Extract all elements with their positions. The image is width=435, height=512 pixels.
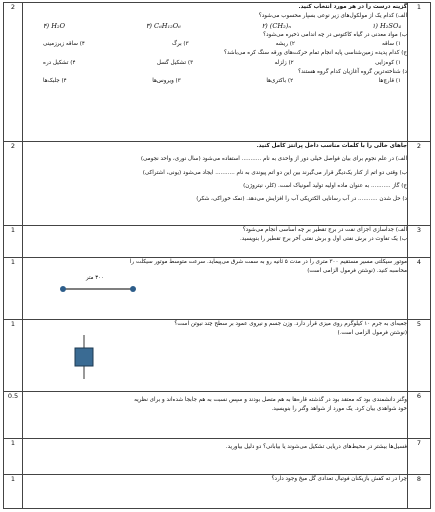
question-number: 2 xyxy=(408,142,431,226)
question-row-7 xyxy=(4,439,431,475)
score-cell: 1 xyxy=(4,439,23,475)
question-line: موتور سیکلتی مسیر مستقیم ۳۰۰ متری را در مدت ۵ ثانیه رو به سمت شرق می‌پیماید. سرعت متوسط موتور سیکلت را xyxy=(129,259,407,265)
exam-table xyxy=(3,2,431,509)
question-number: 8 xyxy=(408,475,431,509)
question-line: محاسبه کنید. (نوشتن فرمول الزامی است) xyxy=(307,268,407,275)
distance-label: ۳۰۰ متر xyxy=(86,274,104,281)
question-line: چرا در ته کفش بازیکنان فوتبال تعدادی گل میخ وجود دارد؟ xyxy=(271,476,407,482)
question-body xyxy=(23,475,408,509)
score-cell: 1 xyxy=(4,258,23,320)
question-row-5 xyxy=(4,320,431,392)
option: ۴) H₂O xyxy=(43,21,66,30)
option: ۲) باکتری‌ها xyxy=(266,78,294,85)
score-cell: 2 xyxy=(4,3,23,142)
score-cell: 1 xyxy=(4,475,23,509)
question-body xyxy=(23,439,408,475)
question-number: 1 xyxy=(408,3,431,142)
option: ۴) تشکیل دره xyxy=(43,59,76,66)
options-row xyxy=(23,40,407,49)
sub-question-stem: الف) کدام یک از مولکول‌های زیر نوعی بسپار محسوب می‌شود؟ xyxy=(258,13,407,20)
fill-blank-line: د) حل شدن ........... در آب رسانایی الکتریکی آب را افزایش می‌دهد. (نمک خوراکی، شکر) xyxy=(196,196,407,203)
sub-question-stem: ج) کدام پدیده زمین‌شناسی پایه انجام تمام حرکت‌های ورقه سنگ کره می‌باشد؟ xyxy=(223,50,407,57)
options-row xyxy=(23,59,407,68)
question-number: 5 xyxy=(408,320,431,392)
option: ۴) ساقه زیرزمینی xyxy=(43,41,85,48)
question-number: 4 xyxy=(408,258,431,320)
option: ۳) تشکیل گسل xyxy=(156,59,194,66)
question-row-4 xyxy=(4,258,431,320)
question-body xyxy=(23,320,408,392)
question-line: وگنر دانشمندی بود که معتقد بود در گذشته قاره‌ها به هم متصل بودند و سپس نسبت به هم جابجا شده‌اند و برای نظریه xyxy=(134,397,407,403)
exam-sheet xyxy=(3,2,431,509)
score-cell: 1 xyxy=(4,226,23,258)
question-line: جعبه‌ای به جرم ۱۰ کیلوگرم روی میزی قرار دارد. وزن جسم و نیروی عمود بر سطح چند نیوتن است؟ xyxy=(174,321,407,327)
option: ۲) ریشه xyxy=(275,41,295,48)
option: ۲) زلزله xyxy=(274,59,294,66)
question-body xyxy=(23,3,408,142)
question-body xyxy=(23,258,408,320)
question-number: 3 xyxy=(408,226,431,258)
sub-question-stem: ب) مواد معدنی در گیاه کاکتوس در چه اندامی ذخیره می‌شود؟ xyxy=(263,31,407,38)
question-body xyxy=(23,142,408,226)
question-line: خود شواهدی بیان کرد. یک مورد از شواهد وگنر را بنویسید. xyxy=(271,406,407,413)
option: ۱) کوه‌زایی xyxy=(375,59,401,66)
question-row-2 xyxy=(4,142,431,226)
question-heading: جاهای خالی را با کلمات مناسب داخل پرانتز کامل کنید. xyxy=(256,143,407,149)
question-number: 7 xyxy=(408,439,431,475)
option: ۳) برگ xyxy=(171,41,189,48)
score-cell: 1 xyxy=(4,320,23,392)
options-row xyxy=(23,77,407,86)
option: ۲) (CH₂)ₙ xyxy=(261,21,292,30)
question-line: الف) جداسازی اجزای نفت در برج تقطیر بر چه اساسی انجام می‌شود؟ xyxy=(242,227,407,233)
question-line: فسیل‌ها بیشتر در محیط‌های دریایی تشکیل می‌شوند یا بیابانی؟ دو دلیل بیاورید. xyxy=(225,444,407,450)
fill-blank-line: الف) در علم نجوم برای بیان فواصل خیلی دور از واحدی به نام ........... استفاده می‌شود (سال نوری، واحد نجومی) xyxy=(140,156,407,163)
options-row xyxy=(23,22,407,31)
option: ۱) H₂SO₄ xyxy=(371,21,401,30)
option: ۱) ساقه xyxy=(381,41,401,48)
option: ۴) جلبک‌ها xyxy=(43,78,67,85)
option: ۳) ویروس‌ها xyxy=(152,78,181,85)
sub-question-stem: د) شناخته‌ترین گروه آغازیان کدام گروه هستند؟ xyxy=(298,69,407,76)
box-on-table-figure xyxy=(74,335,94,379)
question-row-3 xyxy=(4,226,431,258)
option: ۳) C₆H₁₂O₆ xyxy=(145,21,181,30)
fill-blank-line: ج) گاز ........... به عنوان ماده اولیه تولید آمونیاک است. (کلر، نیتروژن) xyxy=(243,182,407,189)
question-line: ب) یک تفاوت در برش نفتی اول و برش نفتی آخر برج تقطیر را بنویسید. xyxy=(239,236,407,243)
question-line: (نوشتن فرمول الزامی است.) xyxy=(337,330,407,337)
fill-blank-line: ب) وقتی دو اتم از کنار یک‌دیگر قرار می‌گیرند بین این دو اتم پیوندی به نام ........... ایجاد می‌شود (یونی، اشتراکی) xyxy=(142,169,407,176)
distance-diagram xyxy=(23,274,407,295)
question-number: 6 xyxy=(408,392,431,439)
score-cell: 0.5 xyxy=(4,392,23,439)
question-body xyxy=(23,392,408,439)
score-cell: 2 xyxy=(4,142,23,226)
question-row-8 xyxy=(4,475,431,509)
option: ۱) قارچ‌ها xyxy=(378,78,401,85)
question-body xyxy=(23,226,408,258)
box-diagram xyxy=(23,339,407,379)
question-row-1 xyxy=(4,3,431,142)
question-row-6 xyxy=(4,392,431,439)
question-heading: گزینه درست را در هر مورد انتخاب کنید. xyxy=(298,4,407,10)
